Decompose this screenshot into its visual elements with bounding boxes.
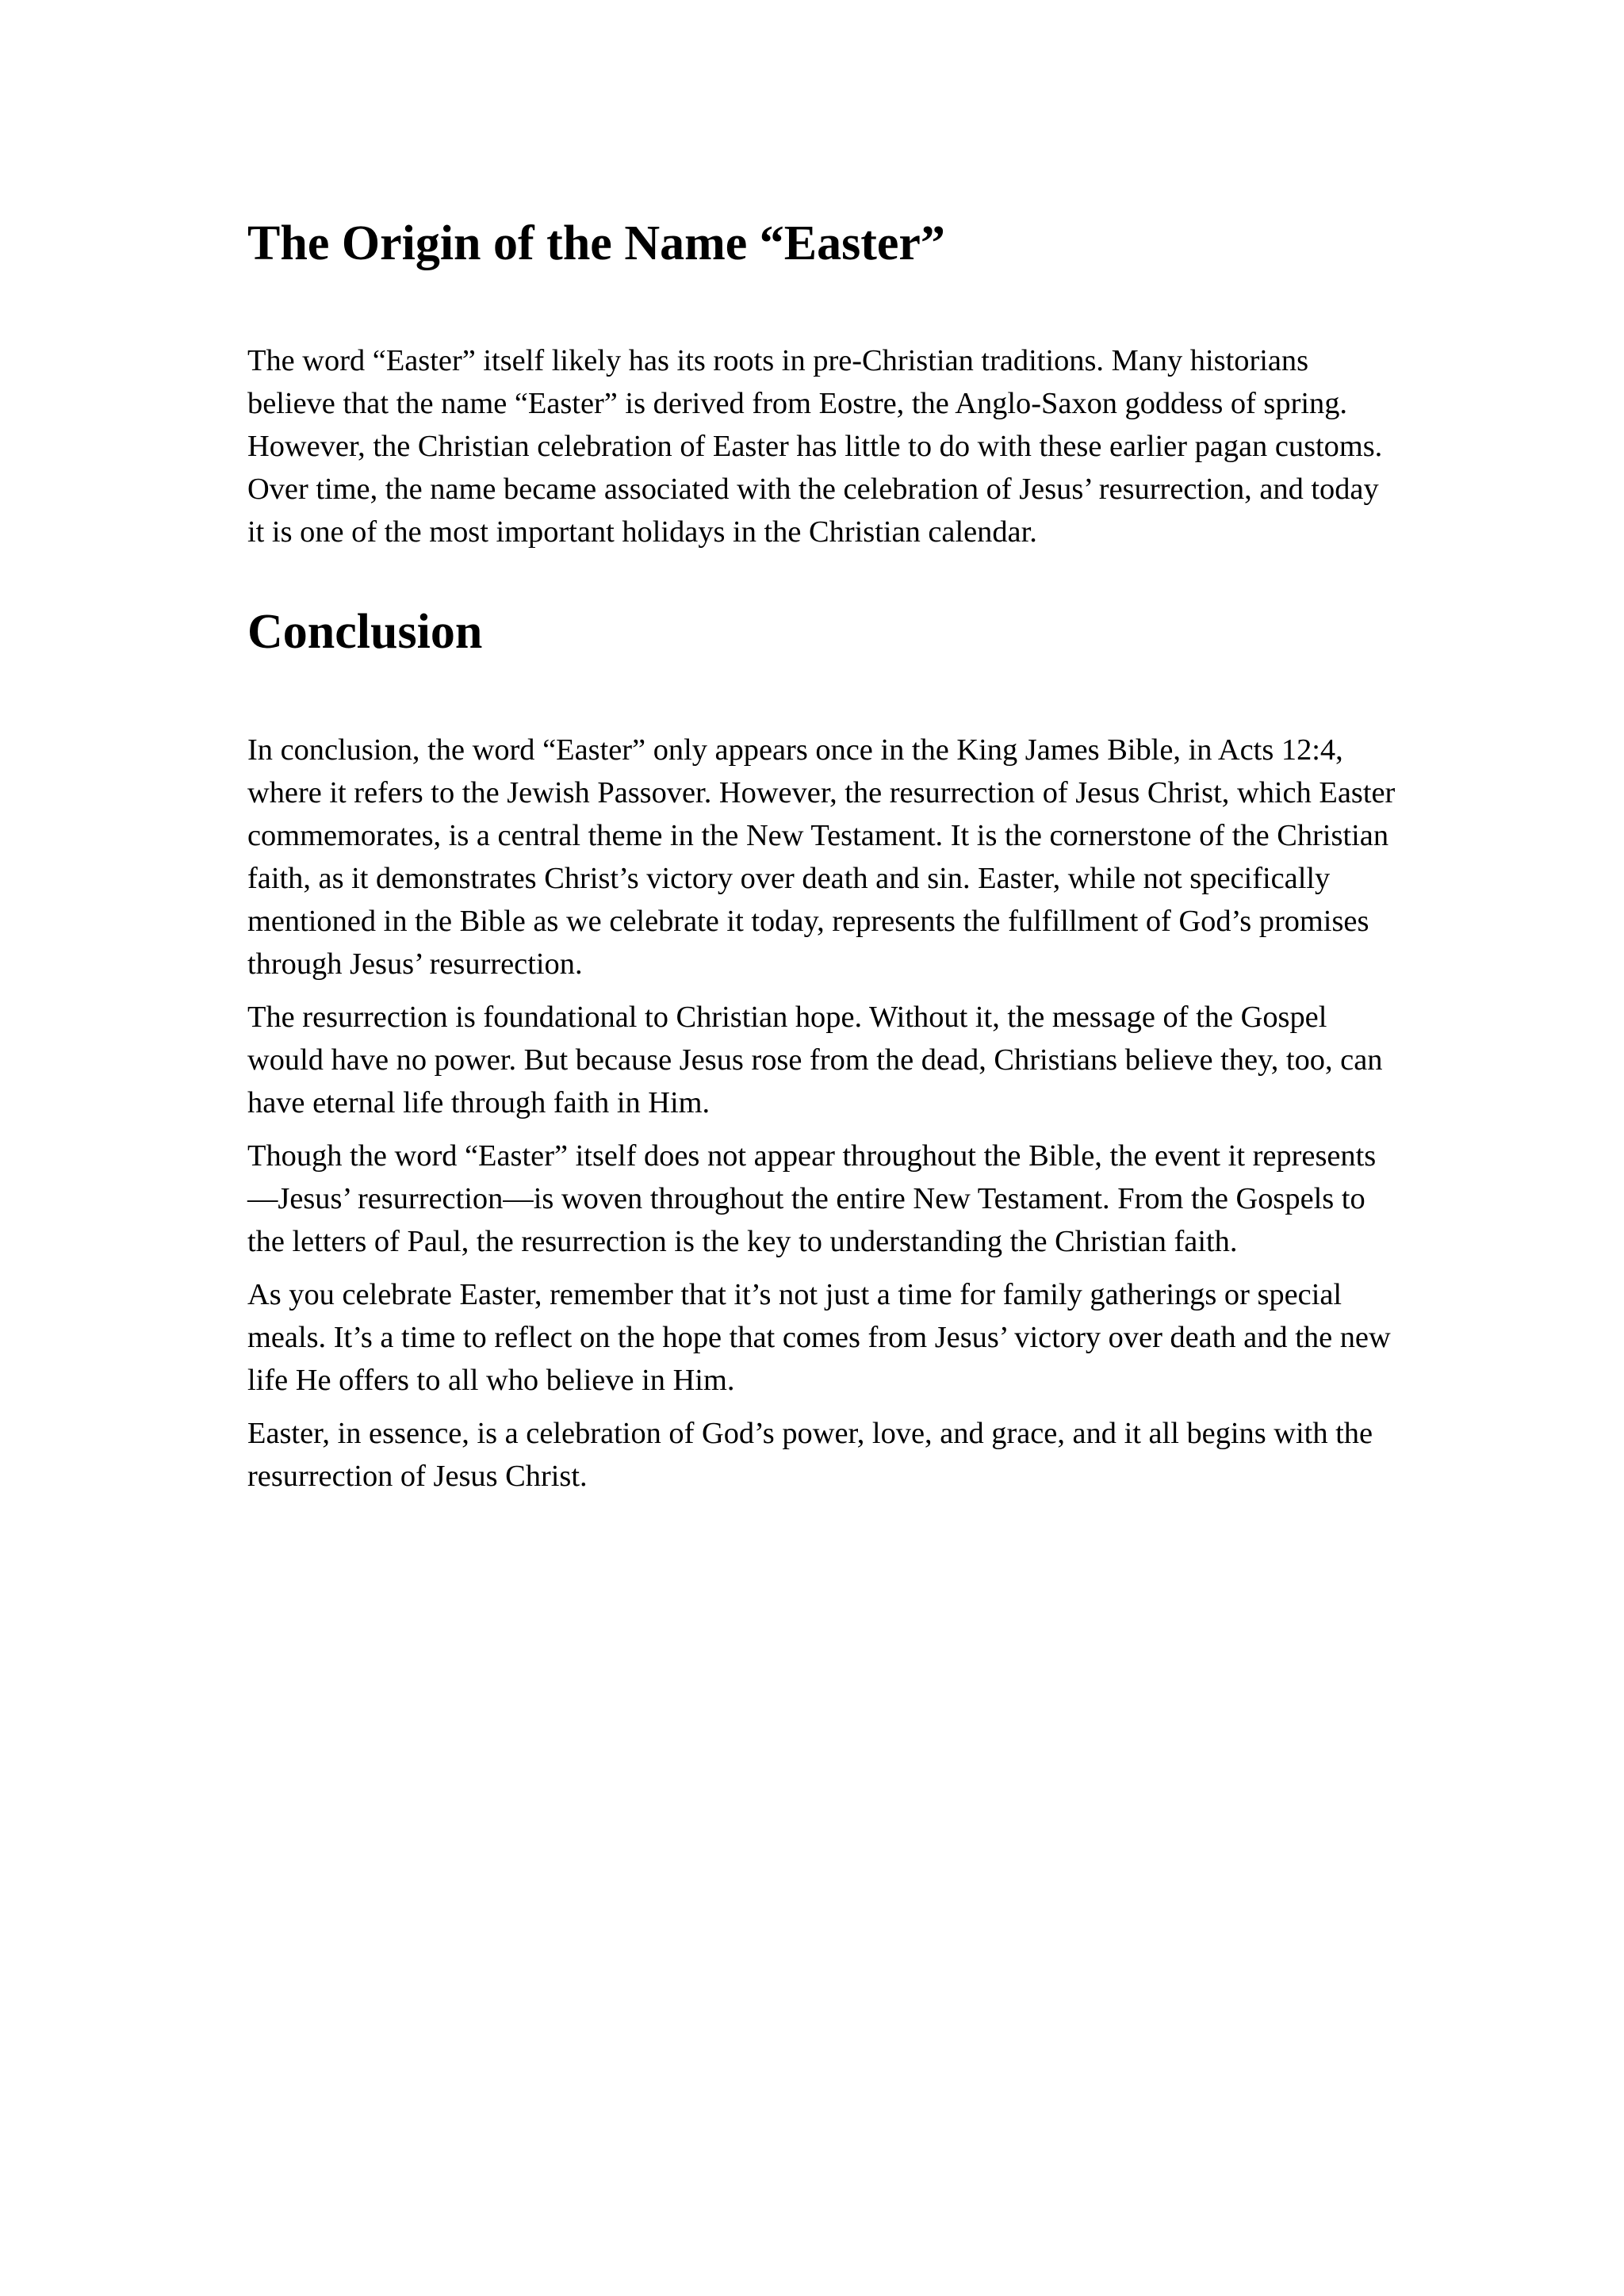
document-body — [247, 214, 1396, 1498]
heading-conclusion: Conclusion — [247, 605, 483, 660]
paragraph-conclusion-3: Though the word “Easter” itself does not appear throughout the Bible, the event it represents—Jesus’ resurrection—is woven throughout the entire New Testament. From the Gospels to the letters of Paul, the resurrection is the key to understanding the Christian faith. — [247, 1138, 1377, 1258]
paragraph-conclusion-5: Easter, in essence, is a celebration of God’s power, love, and grace, and it all begins with the resurrection of Jesus Christ. — [247, 1416, 1373, 1493]
paragraph-conclusion-2: The resurrection is foundational to Christian hope. Without it, the message of the Gospel would have no power. But because Jesus rose from the dead, Christians believe they, too, can have eternal life through faith in Him. — [247, 1000, 1383, 1119]
heading-origin-of-easter: The Origin of the Name “Easter” — [247, 216, 945, 270]
section-conclusion — [247, 603, 1396, 1497]
paragraph-conclusion-4: As you celebrate Easter, remember that it’s not just a time for family gatherings or special meals. It’s a time to reflect on the hope that comes from Jesus’ victory over death and the new life He offers to all who believe in Him. — [247, 1277, 1391, 1397]
section-origin-of-easter — [247, 214, 1396, 553]
paragraph-conclusion-1: In conclusion, the word “Easter” only appears once in the King James Bible, in Acts 12:4, where it refers to the Jewish Passover. However, the resurrection of Jesus Christ, which Easter commemorates, is a central theme in the New Testament. It is the cornerstone of the Christian faith, as it demonstrates Christ’s victory over death and sin. Easter, while not specifically mentioned in the Bible as we celebrate it today, represents the fulfillment of God’s promises through Jesus’ resurrection. — [247, 733, 1396, 981]
paragraph-origin-of-easter: The word “Easter” itself likely has its roots in pre-Christian traditions. Many historians believe that the name “Easter” is derived from Eostre, the Anglo-Saxon goddess of spring. However, the Christian celebration of Easter has little to do with these earlier pagan customs. Over time, the name became associated with the celebration of Jesus’ resurrection, and today it is one of the most important holidays in the Christian calendar. — [247, 344, 1383, 549]
